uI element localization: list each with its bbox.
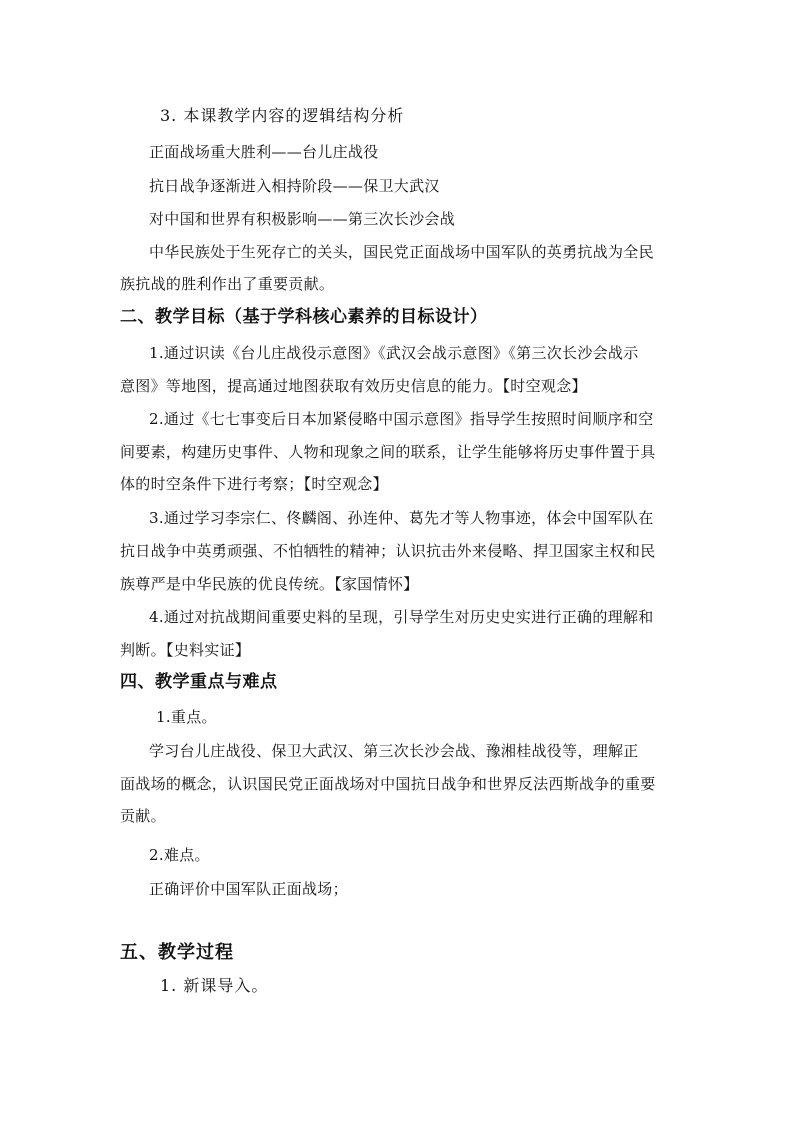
summary-line-1: 中华民族处于生死存亡的关头，国民党正面战场中国军队的英勇抗战为全民 (149, 243, 654, 261)
difficult-point-subheading: 2.难点。 (149, 846, 210, 864)
goal-2-line-1: 2.通过《七七事变后日本加紧侵略中国示意图》指导学生按照时间顺序和空 (149, 410, 654, 428)
goal-1-line-2: 意图》等地图，提高通过地图获取有效历史信息的能力。【时空观念】 (120, 377, 587, 395)
goals-heading: 二、教学目标（基于学科核心素养的目标设计） (120, 307, 488, 327)
goal-4-line-1: 4.通过对抗战期间重要史料的呈现，引导学生对历史史实进行正确的理解和 (149, 608, 654, 626)
structure-item-1: 正面战场重大胜利——台儿庄战役 (149, 143, 379, 161)
goal-2-line-3: 体的时空条件下进行考察；【时空观念】 (120, 475, 388, 493)
section-3-heading: 3. 本课教学内容的逻辑结构分析 (160, 106, 405, 125)
goal-4-line-2: 判断。【史料实证】 (120, 641, 251, 659)
goal-3-line-3: 族尊严是中华民族的优良传统。【家国情怀】 (120, 575, 419, 593)
key-point-line-2: 面战场的概念，认识国民党正面战场对中国抗日战争和世界反法西斯战争的重要 (120, 775, 656, 793)
key-point-line-3: 贡献。 (120, 807, 166, 825)
goal-2-line-2: 间要素，构建历史事件、人物和现象之间的联系，让学生能够将历史事件置于具 (120, 443, 656, 461)
key-points-heading: 四、教学重点与难点 (120, 672, 278, 692)
teaching-process-item-1: 1. 新课导入。 (160, 976, 269, 995)
teaching-process-heading: 五、教学过程 (120, 942, 234, 963)
key-point-line-1: 学习台儿庄战役、保卫大武汉、第三次长沙会战、豫湘桂战役等，理解正 (149, 742, 639, 760)
summary-line-2: 族抗战的胜利作出了重要贡献。 (120, 275, 335, 293)
structure-item-2: 抗日战争逐渐进入相持阶段——保卫大武汉 (149, 177, 440, 195)
difficult-point-text: 正确评价中国军队正面战场； (149, 880, 348, 898)
key-point-subheading: 1.重点。 (156, 708, 217, 726)
goal-1-line-1: 1.通过识读《台儿庄战役示意图》《武汉会战示意图》《第三次长沙会战示 (149, 344, 639, 362)
goal-3-line-1: 3.通过学习李宗仁、佟麟阁、孙连仲、葛先才等人物事迹，体会中国军队在 (149, 509, 654, 527)
goal-3-line-2: 抗日战争中英勇顽强、不怕牺牲的精神；认识抗击外来侵略、捍卫国家主权和民 (120, 542, 656, 560)
structure-item-3: 对中国和世界有积极影响——第三次长沙会战 (149, 210, 456, 228)
